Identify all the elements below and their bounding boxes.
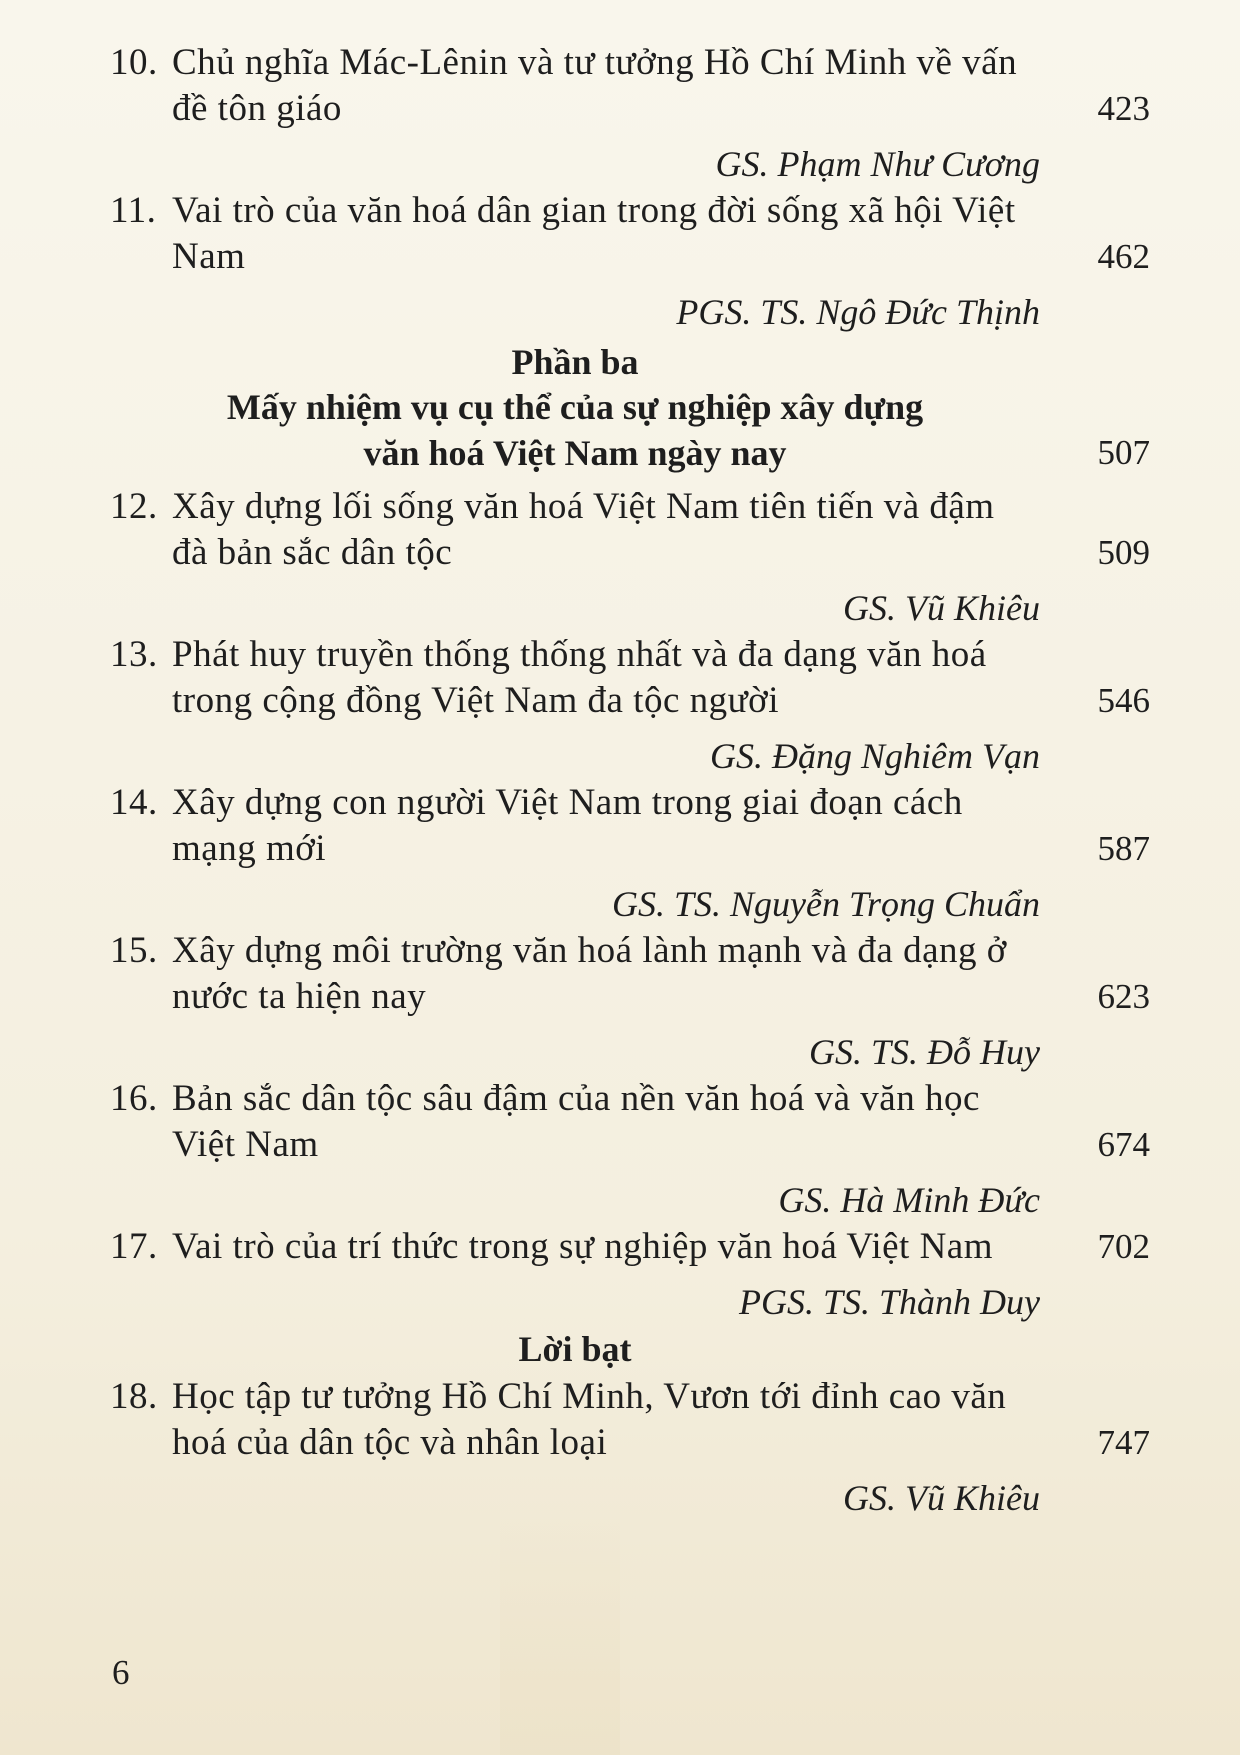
entry-title: Học tập tư tưởng Hồ Chí Minh, Vươn tới đỉnh cao văn hoá của dân tộc và nhân loại [172,1376,1007,1463]
entry-title: Vai trò của văn hoá dân gian trong đời sống xã hội Việt Nam [172,190,1016,277]
entry-author: PGS. TS. Ngô Đức Thịnh [676,292,1040,332]
toc-entry [110,484,1170,576]
entry-author: GS. Đặng Nghiêm Vạn [710,736,1040,776]
entry-title: Xây dựng con người Việt Nam trong giai đoạn cách mạng mới [172,782,963,869]
part-title-line-1: Mấy nhiệm vụ cụ thể của sự nghiệp xây dựng [226,387,924,427]
toc-group-afterword [110,1374,1170,1522]
entry-author: GS. Phạm Như Cương [715,144,1040,184]
entry-page-number: 423 [1097,89,1150,128]
entry-author: GS. Vũ Khiêu [843,588,1040,628]
entry-author: GS. TS. Nguyễn Trọng Chuẩn [611,884,1040,924]
part-page-number: 507 [1097,433,1150,472]
page-number: 6 [112,1653,130,1692]
toc-group-part-three [110,484,1170,1326]
entry-page-number: 509 [1097,533,1150,572]
entry-page-number: 674 [1097,1125,1150,1164]
entry-author: GS. TS. Đỗ Huy [809,1032,1040,1072]
entry-page-number: 587 [1097,829,1150,868]
toc-entry [110,1224,1170,1270]
entry-number: 17. [110,1226,158,1267]
entry-number: 14. [110,782,158,823]
entry-number: 15. [110,930,158,971]
entry-number: 11. [110,190,157,231]
entry-page-number: 623 [1097,977,1150,1016]
part-label: Phần ba [511,342,639,382]
toc-entry [110,40,1170,132]
entry-author: GS. Vũ Khiêu [843,1478,1040,1518]
entry-number: 16. [110,1078,158,1119]
table-of-contents [110,40,1170,1522]
toc-entry [110,188,1170,280]
part-title-line-2: văn hoá Việt Nam ngày nay [363,433,787,473]
entry-page-number: 747 [1097,1423,1150,1462]
entry-title: Bản sắc dân tộc sâu đậm của nền văn hoá và văn học Việt Nam [172,1078,980,1165]
part-heading [110,340,1170,476]
toc-entry [110,632,1170,724]
toc-entry [110,1076,1170,1168]
entry-page-number: 702 [1097,1227,1150,1266]
entry-page-number: 462 [1097,237,1150,276]
toc-entry [110,928,1170,1020]
entry-number: 10. [110,42,158,83]
toc-entry [110,780,1170,872]
toc-entry [110,1374,1170,1466]
entry-title: Xây dựng lối sống văn hoá Việt Nam tiên tiến và đậm đà bản sắc dân tộc [172,486,995,573]
toc-group-top [110,40,1170,336]
entry-number: 18. [110,1376,158,1417]
entry-title: Xây dựng môi trường văn hoá lành mạnh và đa dạng ở nước ta hiện nay [172,930,1007,1017]
entry-title: Vai trò của trí thức trong sự nghiệp văn hoá Việt Nam [172,1226,993,1267]
entry-title: Chủ nghĩa Mác-Lênin và tư tưởng Hồ Chí Minh về vấn đề tôn giáo [172,42,1018,129]
entry-author: GS. Hà Minh Đức [778,1180,1040,1220]
entry-page-number: 546 [1097,681,1150,720]
entry-title: Phát huy truyền thống thống nhất và đa dạng văn hoá trong cộng đồng Việt Nam đa tộc người [172,634,987,721]
paper-smudge [500,1500,620,1755]
entry-author: PGS. TS. Thành Duy [738,1282,1040,1322]
entry-number: 12. [110,486,158,527]
entry-number: 13. [110,634,158,675]
afterword-heading: Lời bạt [518,1329,632,1369]
